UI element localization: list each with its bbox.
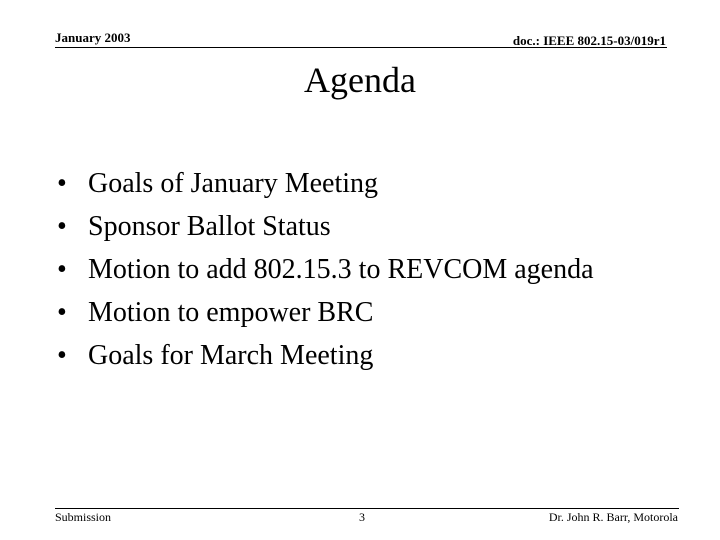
agenda-item-text: Goals for March Meeting xyxy=(88,340,374,371)
agenda-item xyxy=(57,334,657,377)
footer-author: Dr. John R. Barr, Motorola xyxy=(548,510,678,524)
bullet-icon: • xyxy=(57,340,67,371)
bullet-icon: • xyxy=(57,297,67,328)
bullet-icon: • xyxy=(57,254,67,285)
agenda-item xyxy=(57,291,657,334)
bullet-icon: • xyxy=(57,211,67,242)
header-document-id: doc.: IEEE 802.15-03/019r1 xyxy=(512,33,666,48)
agenda-item-text: Goals of January Meeting xyxy=(88,168,379,199)
footer-divider xyxy=(55,508,679,509)
header-divider xyxy=(55,47,667,48)
footer-page-number: 3 xyxy=(359,510,365,524)
footer-submission-label: Submission xyxy=(55,510,112,524)
agenda-item-text: Motion to empower BRC xyxy=(88,297,374,328)
header-date: January 2003 xyxy=(55,30,131,45)
agenda-item xyxy=(57,162,657,205)
bullet-icon: • xyxy=(57,168,67,199)
agenda-item xyxy=(57,248,657,291)
slide-title: Agenda xyxy=(304,60,416,100)
agenda-item-text: Motion to add 802.15.3 to REVCOM agenda xyxy=(88,254,594,285)
agenda-item-text: Sponsor Ballot Status xyxy=(88,211,331,242)
agenda-item xyxy=(57,205,657,248)
agenda-list xyxy=(57,162,657,377)
